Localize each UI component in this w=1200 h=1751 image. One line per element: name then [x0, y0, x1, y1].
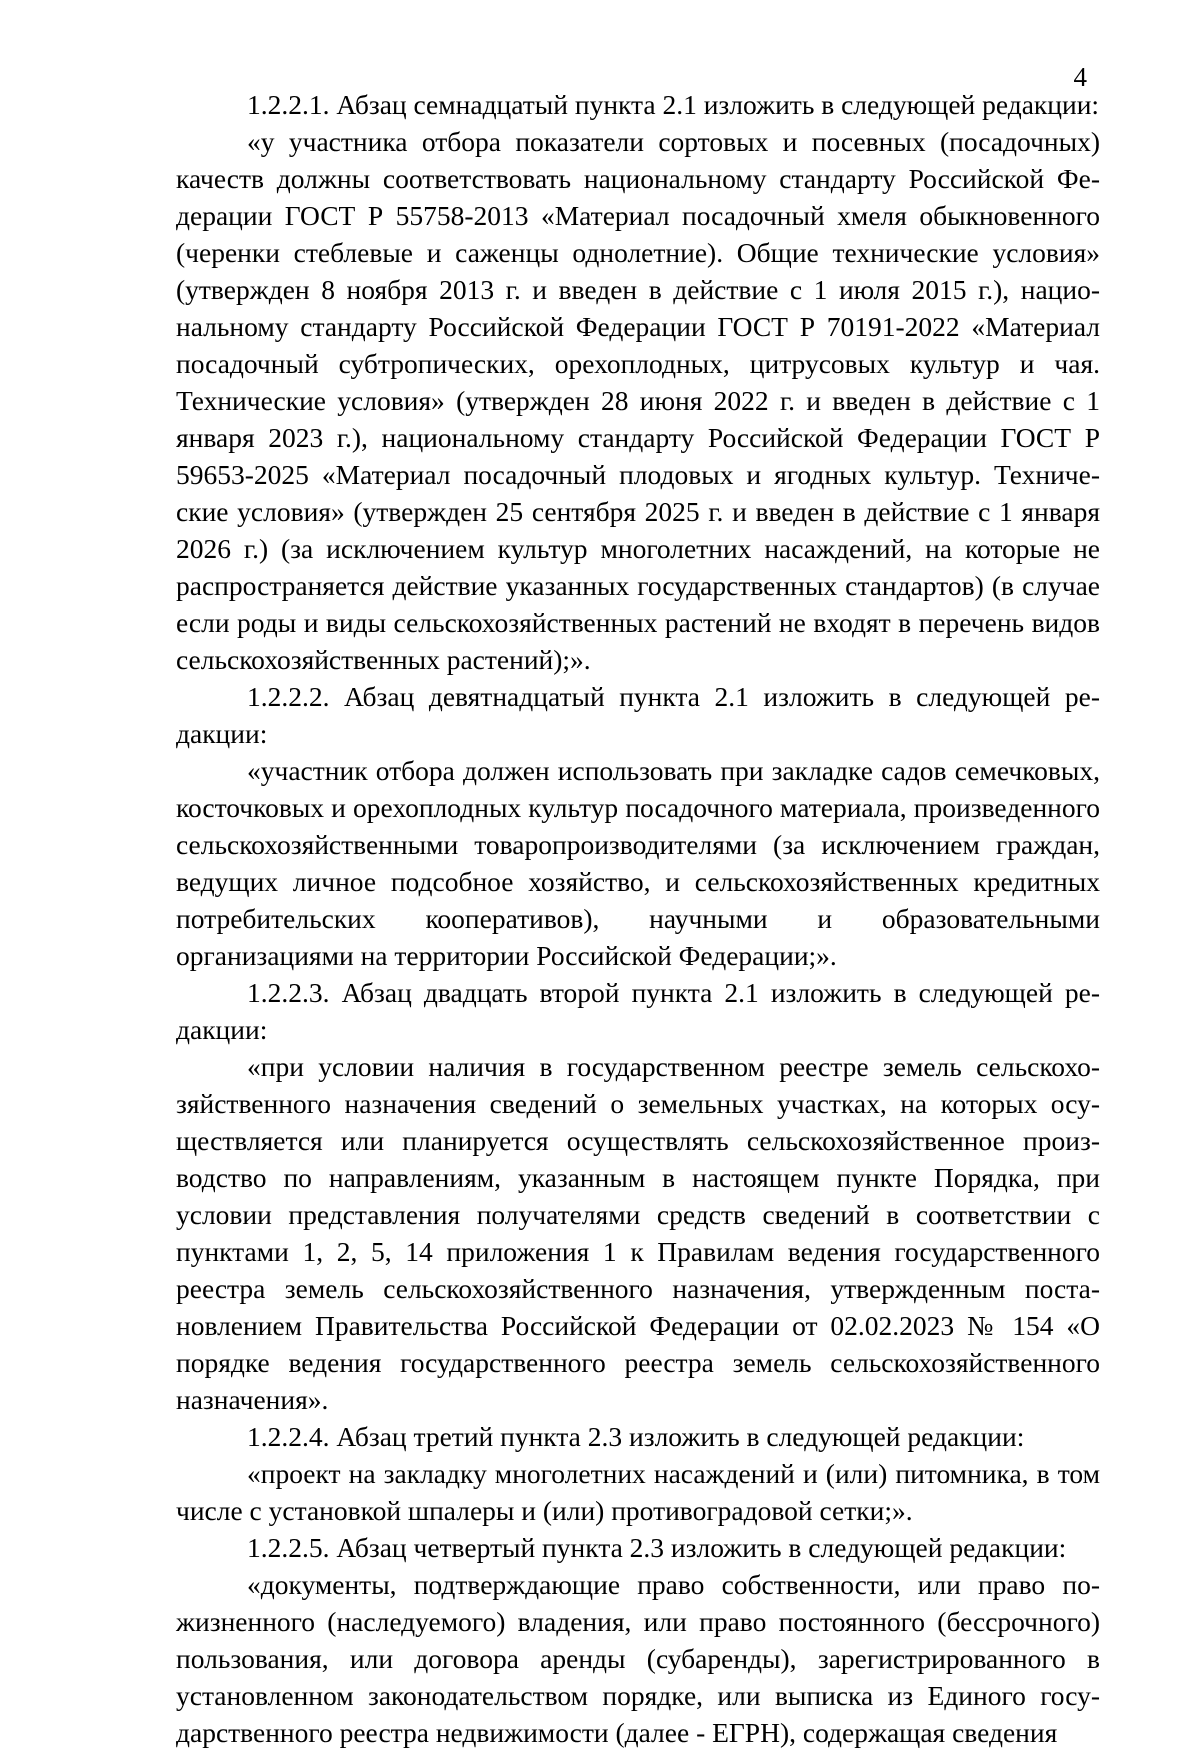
paragraph-1-2-2-5-heading: 1.2.2.5. Абзац четвертый пункта 2.3 изложить в следующей редакции: — [247, 1532, 1067, 1563]
paragraph-1-2-2-1-text: «у участника отбора показатели сортовых и посевных (посадочных) качеств должны соответствовать национальному стандарту Российской Федерации ГОСТ Р 55758-2013 «Материал посадочный хмеля обыкновенного (черенки стеблевые и саженцы однолетние). Общие технические условия» (утвержден 8 ноября 2013 г. и введен в действие с 1 июля 2015 г.), национальному стандарту Российской Федерации ГОСТ Р 70191-2022 «Материал посадочный субтропических, орехоплодных, цитрусовых культур и чая. Технические условия» (утвержден 28 июня 2022 г. и введен в действие с 1 января 2023 г.), национальному стандарту Российской Федерации ГОСТ Р 59653-2025 «Материал посадочный плодовых и ягодных культур. Технические условия» (утвержден 25 сентября 2025 г. и введен в действие с 1 января 2026 г.) (за исключением культур многолетних насаждений, на которые не распространяется действие указанных государственных стандартов) (в случае если роды и виды сельскохозяйственных растений не входят в перечень видов сельскохозяйственных растений);». — [176, 126, 1100, 675]
paragraph-1-2-2-2-heading: 1.2.2.2. Абзац девятнадцатый пункта 2.1 изложить в следующей редакции: — [176, 681, 1100, 749]
paragraph-1-2-2-3-text: «при условии наличия в государственном реестре земель сельскохозяйственного назначения сведений о земельных участках, на которых осуществляется или планируется осуществлять сельскохозяйственное производство по направлениям, указанным в настоящем пункте Порядка, при условии представления получателями средств сведений в соответствии с пунктами 1, 2, 5, 14 приложения 1 к Правилам ведения государственного реестра земель сельскохозяйственного назначения, утвержденным постановлением Правительства Российской Федерации от 02.02.2023 № 154 «О порядке ведения государственного реестра земель сельскохозяйственного назначения». — [176, 1051, 1100, 1415]
paragraph-1-2-2-4-text: «проект на закладку многолетних насаждений и (или) питомника, в том числе с установкой шпалеры и (или) противоградовой сетки;». — [176, 1458, 1100, 1526]
paragraph-1-2-2-1-heading: 1.2.2.1. Абзац семнадцатый пункта 2.1 изложить в следующей редакции: — [247, 89, 1100, 120]
paragraph-1-2-2-2-text: «участник отбора должен использовать при закладке садов семечковых, косточковых и орехоплодных культур посадочного материала, произведенного сельскохозяйственными товаропроизводителями (за исключением граждан, ведущих личное подсобное хозяйство, и сельскохозяйственных кредитных потребительских кооперативов), научными и образовательными организациями на территории Российской Федерации;». — [176, 755, 1100, 971]
paragraph-1-2-2-4-heading: 1.2.2.4. Абзац третий пункта 2.3 изложить в следующей редакции: — [247, 1421, 1025, 1452]
document-body — [176, 86, 1100, 1751]
paragraph-1-2-2-3-heading: 1.2.2.3. Абзац двадцать второй пункта 2.1 изложить в следующей редакции: — [176, 977, 1100, 1045]
paragraph-1-2-2-5-text: «документы, подтверждающие право собственности, или право пожизненного (наследуемого) владения, или право постоянного (бессрочного) пользования, или договора аренды (субаренды), зарегистрированного в установленном законодательством порядке, или выписка из Единого государственного реестра недвижимости (далее - ЕГРН), содержащая сведения — [176, 1569, 1100, 1748]
page-number: 4 — [1073, 62, 1087, 92]
